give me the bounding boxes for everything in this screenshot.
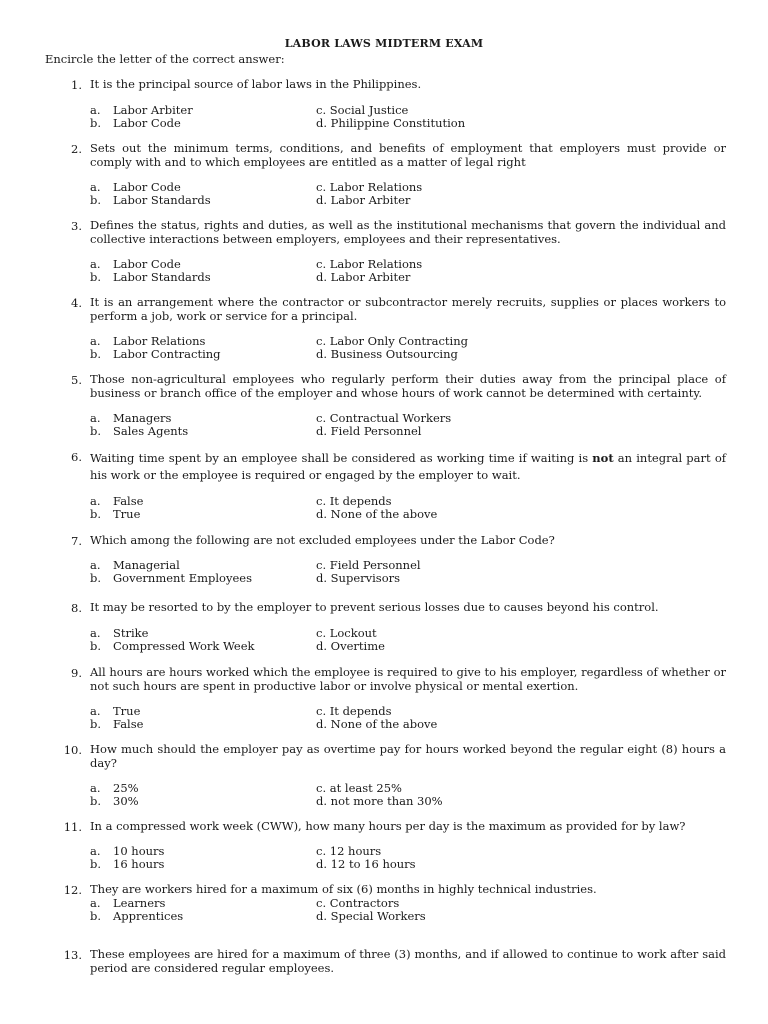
option-d: d. not more than 30% xyxy=(316,794,443,808)
question-text: They are workers hired for a maximum of six (6) months in highly technical industries. xyxy=(90,882,597,896)
question-text: Waiting time spent by an employee shall be considered as working time if waiting is not an integral part of his work or the employee is required or engaged by the employer to wait. xyxy=(90,451,726,482)
emphasis-not: not xyxy=(592,451,614,465)
question-text: Those non-agricultural employees who regularly perform their duties away from the principal place of business or branch office of the employer and whose hours of work cannot be determined with certainty. xyxy=(90,372,726,400)
option-c: c. at least 25% xyxy=(316,781,402,795)
option-a: a. Managerial xyxy=(90,558,180,572)
option-d: d. Labor Arbiter xyxy=(316,270,411,284)
option-c: c. 12 hours xyxy=(316,844,382,858)
option-a: a. Labor Code xyxy=(90,180,181,194)
option-b: b. Labor Standards xyxy=(90,270,211,284)
question-number: 4. xyxy=(71,296,82,310)
option-a: a. Labor Relations xyxy=(90,334,206,348)
option-a: a. Strike xyxy=(90,626,149,640)
question-number: 8. xyxy=(71,601,82,615)
option-b: b. True xyxy=(90,507,141,521)
option-c: c. It depends xyxy=(316,494,392,508)
option-d: d. Business Outsourcing xyxy=(316,347,458,361)
option-d: d. Philippine Constitution xyxy=(316,116,466,130)
question-number: 6. xyxy=(71,450,82,464)
option-c: c. Social Justice xyxy=(316,103,409,117)
option-b: b. 30% xyxy=(90,794,139,808)
question-number: 1. xyxy=(71,78,82,92)
question-text: Which among the following are not excluded employees under the Labor Code? xyxy=(90,533,555,547)
question-text: These employees are hired for a maximum of three (3) months, and if allowed to continue to work after said period are considered regular employees. xyxy=(90,947,726,975)
question-text: It is the principal source of labor laws in the Philippines. xyxy=(90,77,422,91)
question-number: 9. xyxy=(71,666,82,680)
exam-title: LABOR LAWS MIDTERM EXAM xyxy=(284,37,484,50)
option-d: d. Supervisors xyxy=(316,571,401,585)
question-text: Defines the status, rights and duties, as well as the institutional mechanisms that govern the individual and collective interactions between employers, employees and their representatives. xyxy=(90,218,726,246)
option-a: a. 10 hours xyxy=(90,844,165,858)
option-c: c. Labor Relations xyxy=(316,180,423,194)
question-number: 3. xyxy=(71,219,82,233)
option-a: a. Labor Code xyxy=(90,257,181,271)
option-a: a. Learners xyxy=(90,896,166,910)
option-b: b. Sales Agents xyxy=(90,424,189,438)
option-a: a. Labor Arbiter xyxy=(90,103,193,117)
option-c: c. Field Personnel xyxy=(316,558,421,572)
question-number: 7. xyxy=(71,534,82,548)
option-b: b. Compressed Work Week xyxy=(90,639,255,653)
option-d: d. None of the above xyxy=(316,717,438,731)
question-number: 5. xyxy=(71,373,82,387)
option-a: a. False xyxy=(90,494,144,508)
question-number: 11. xyxy=(63,820,82,834)
option-c: c. It depends xyxy=(316,704,392,718)
question-text: How much should the employer pay as overtime pay for hours worked beyond the regular eight (8) hours a day? xyxy=(90,742,726,770)
option-c: c. Labor Relations xyxy=(316,257,423,271)
option-a: a. 25% xyxy=(90,781,139,795)
option-d: d. Field Personnel xyxy=(316,424,422,438)
option-b: b. False xyxy=(90,717,144,731)
option-c: c. Lockout xyxy=(316,626,377,640)
option-b: b. Government Employees xyxy=(90,571,252,585)
question-number: 13. xyxy=(63,948,82,962)
option-b: b. Labor Contracting xyxy=(90,347,221,361)
option-b: b. Apprentices xyxy=(90,909,184,923)
option-d: d. Special Workers xyxy=(316,909,426,923)
question-text: Sets out the minimum terms, conditions, and benefits of employment that employers must provide or comply with and to which employees are entitled as a matter of legal right xyxy=(90,141,726,169)
option-b: b. 16 hours xyxy=(90,857,165,871)
question-text: In a compressed work week (CWW), how many hours per day is the maximum as provided for by law? xyxy=(90,819,686,833)
option-b: b. Labor Code xyxy=(90,116,181,130)
option-d: d. Overtime xyxy=(316,639,385,653)
option-c: c. Labor Only Contracting xyxy=(316,334,468,348)
question-number: 12. xyxy=(63,883,82,897)
question-number: 2. xyxy=(71,142,82,156)
option-d: d. None of the above xyxy=(316,507,438,521)
question-text: It is an arrangement where the contractor or subcontractor merely recruits, supplies or places workers to perform a job, work or service for a principal. xyxy=(90,295,726,323)
option-a: a. Managers xyxy=(90,411,172,425)
question-text: All hours are hours worked which the employee is required to give to his employer, regardless of whether or not such hours are spent in productive labor or involve physical or mental exertion. xyxy=(90,665,726,693)
option-c: c. Contractual Workers xyxy=(316,411,452,425)
option-b: b. Labor Standards xyxy=(90,193,211,207)
option-a: a. True xyxy=(90,704,141,718)
exam-instruction: Encircle the letter of the correct answer: xyxy=(45,52,285,66)
question-text: It may be resorted to by the employer to prevent serious losses due to causes beyond his control. xyxy=(90,600,659,614)
option-d: d. Labor Arbiter xyxy=(316,193,411,207)
question-number: 10. xyxy=(63,743,82,757)
option-d: d. 12 to 16 hours xyxy=(316,857,416,871)
option-c: c. Contractors xyxy=(316,896,400,910)
